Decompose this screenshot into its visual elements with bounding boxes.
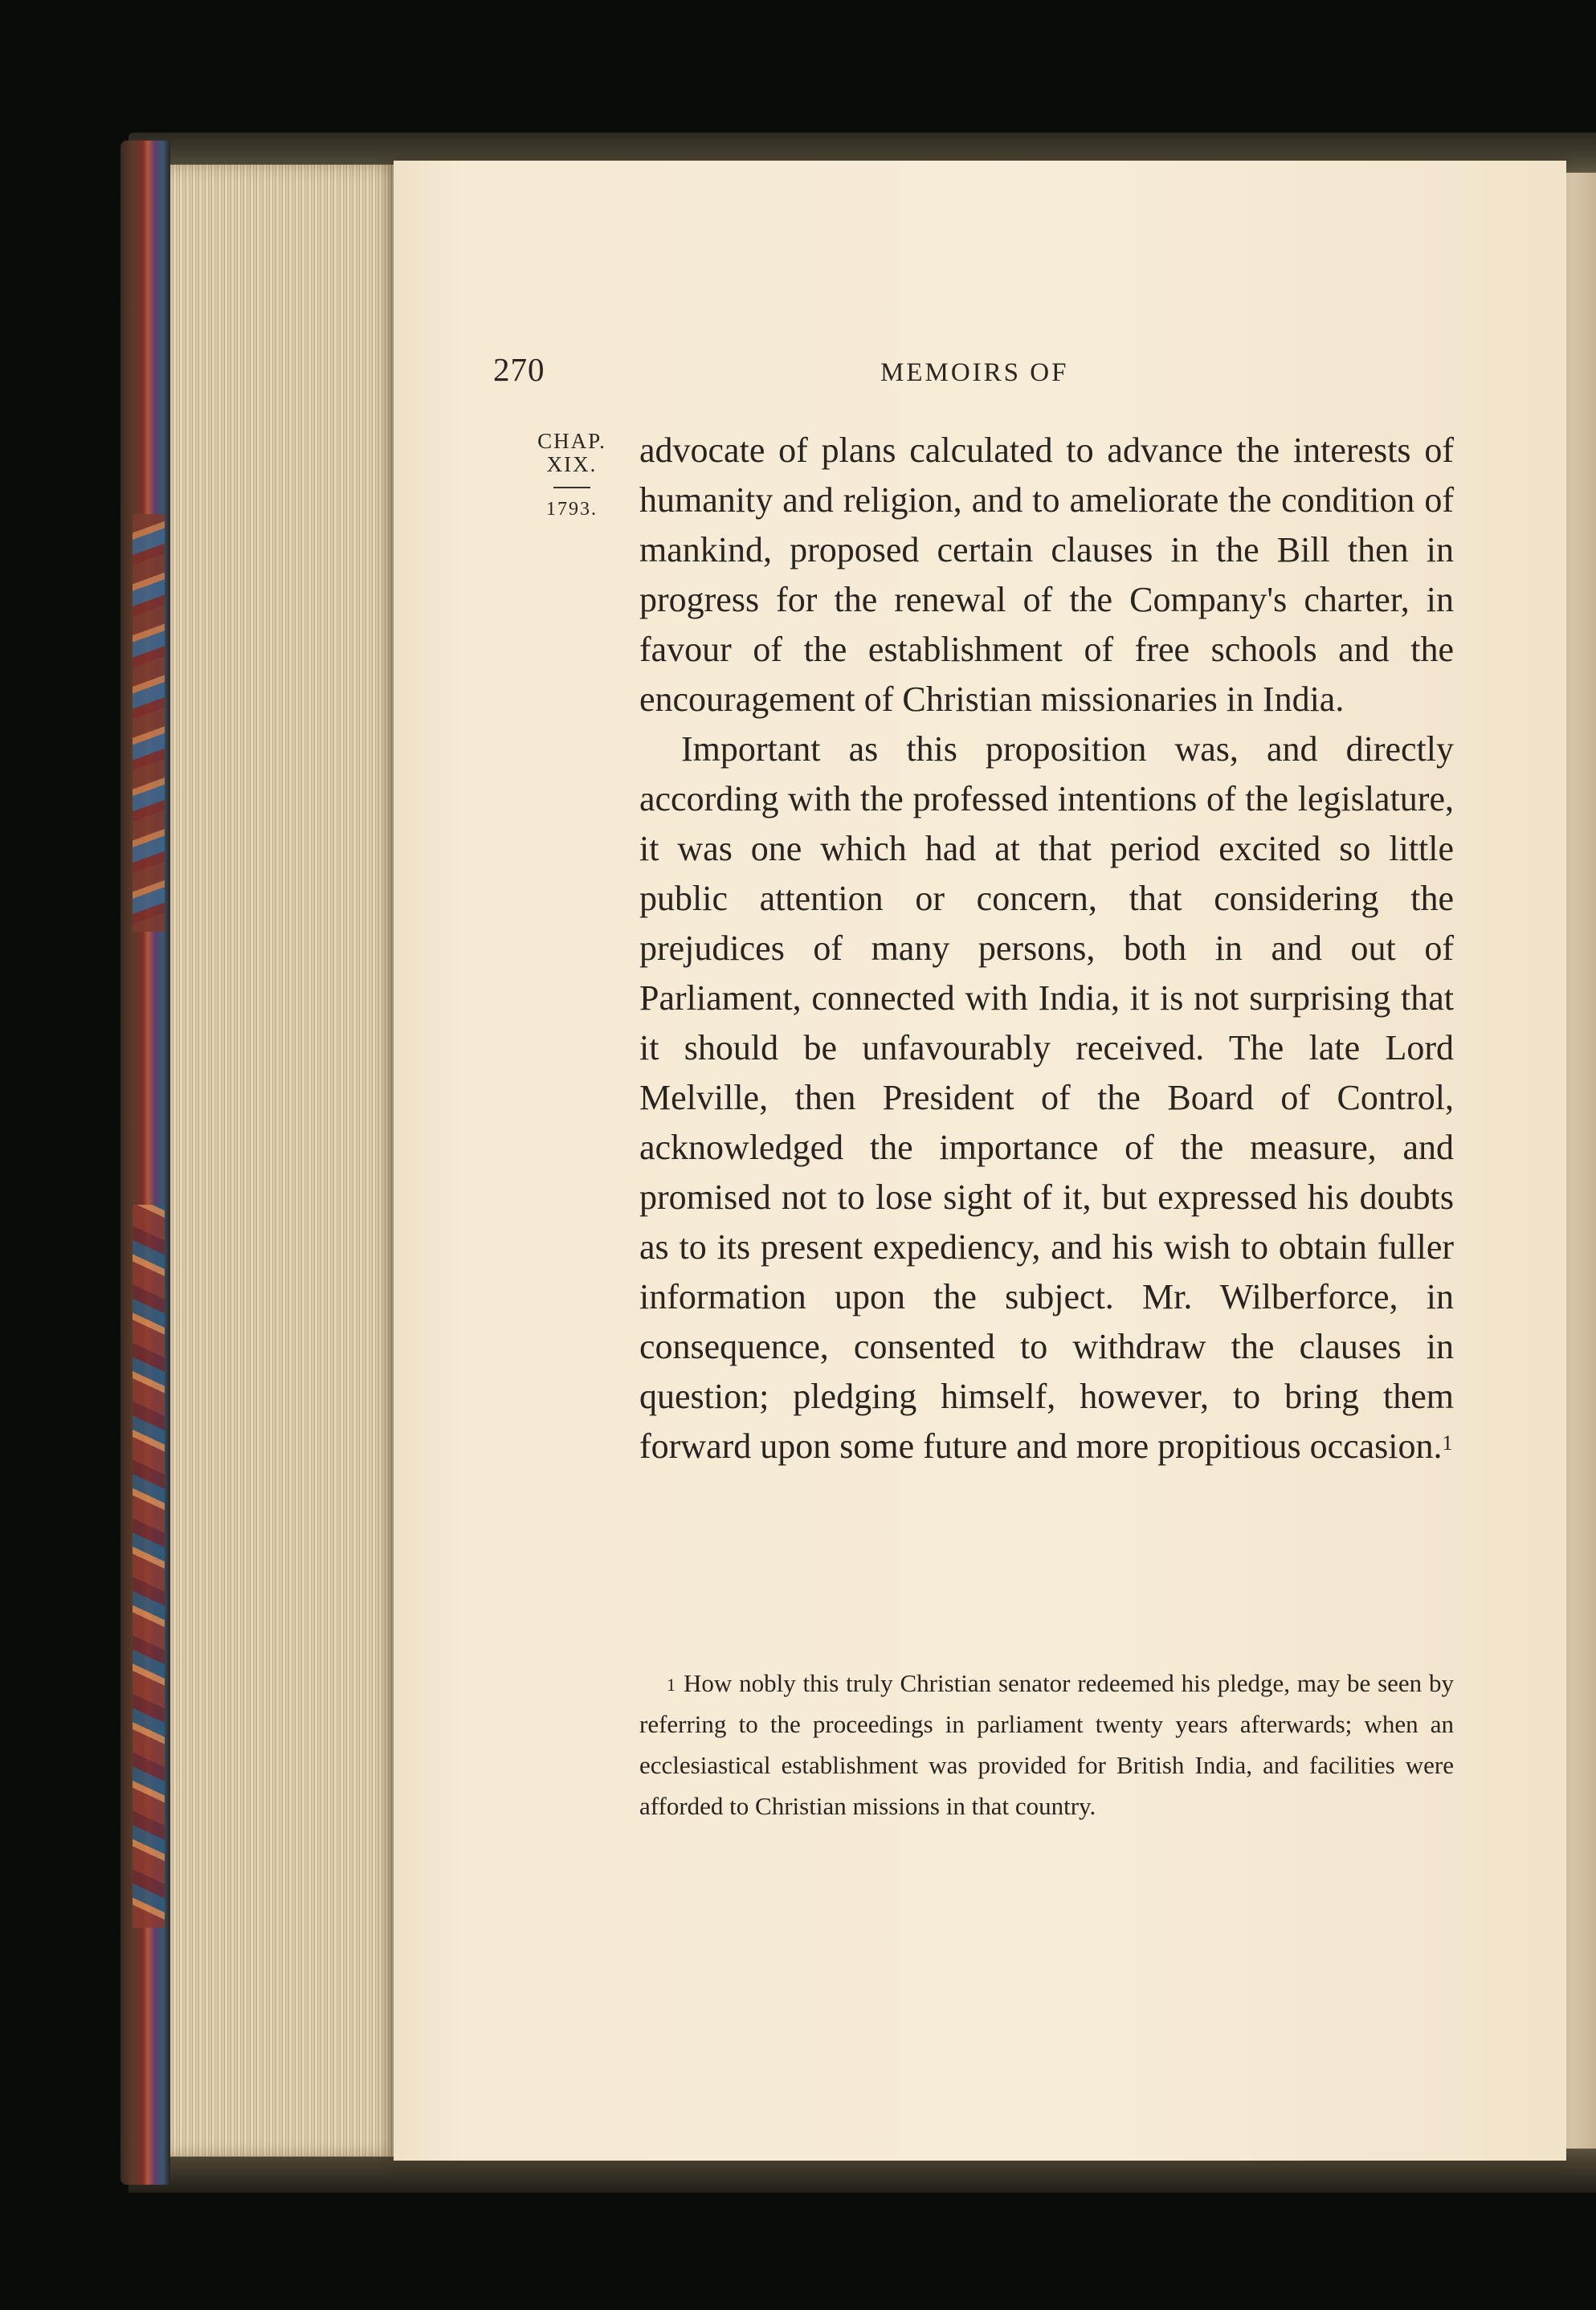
margin-year: 1793. bbox=[546, 499, 598, 520]
page-header bbox=[493, 350, 1457, 398]
paragraph-1: advocate of plans calculated to advance the interests of humanity and religion, and to ameliorate the condition of mankind, proposed certain clauses in the Bill then in progress for the renewal of the Company's charter, in favour of the establishment of free schools and the encouragement of Christian missionaries in India. bbox=[639, 431, 1454, 719]
marbled-edge-lower bbox=[133, 1205, 165, 1928]
footnote bbox=[639, 1663, 1454, 1826]
page-number: 270 bbox=[493, 351, 545, 388]
facing-page-edge bbox=[1566, 173, 1596, 2149]
body-text bbox=[639, 426, 1454, 1471]
paragraph-2 bbox=[639, 724, 1454, 1471]
marbled-edge-upper bbox=[133, 514, 165, 932]
footnote-marker: 1 bbox=[667, 1675, 676, 1695]
page-edges bbox=[170, 165, 403, 2157]
running-head: MEMOIRS OF bbox=[880, 358, 1069, 387]
margin-rule bbox=[553, 487, 590, 488]
margin-chapter-number: XIX. bbox=[546, 452, 598, 476]
footnote-reference: 1 bbox=[1442, 1431, 1453, 1455]
paragraph-2-text: Important as this proposition was, and directly according with the professed intentions of the legislature, it was one which had at that period excited so little public attention or concern, that considering the prejudices of many persons, both in and out of Parliament, connected with India, it is not surprising that it should be unfavourably received. The late Lord Melville, then President of the Board of Control, acknowledged the importance of the measure, and promised not to lose sight of it, but expressed his doubts as to its present expediency, and his wish to obtain fuller information upon the subject. Mr. Wilberforce, in consequence, consented to withdraw the clauses in question; pledging himself, however, to bring them forward upon some future and more propitious occasion. bbox=[639, 729, 1454, 1466]
footnote-text: How nobly this truly Christian senator redeemed his pledge, may be seen by referring to the proceedings in parliament twenty years afterwards; when an ecclesiastical establishment was provided for British India, and facilities were afforded to Christian missions in that country. bbox=[639, 1669, 1454, 1820]
margin-chap-label: CHAP. bbox=[537, 429, 606, 453]
margin-note bbox=[532, 431, 612, 519]
